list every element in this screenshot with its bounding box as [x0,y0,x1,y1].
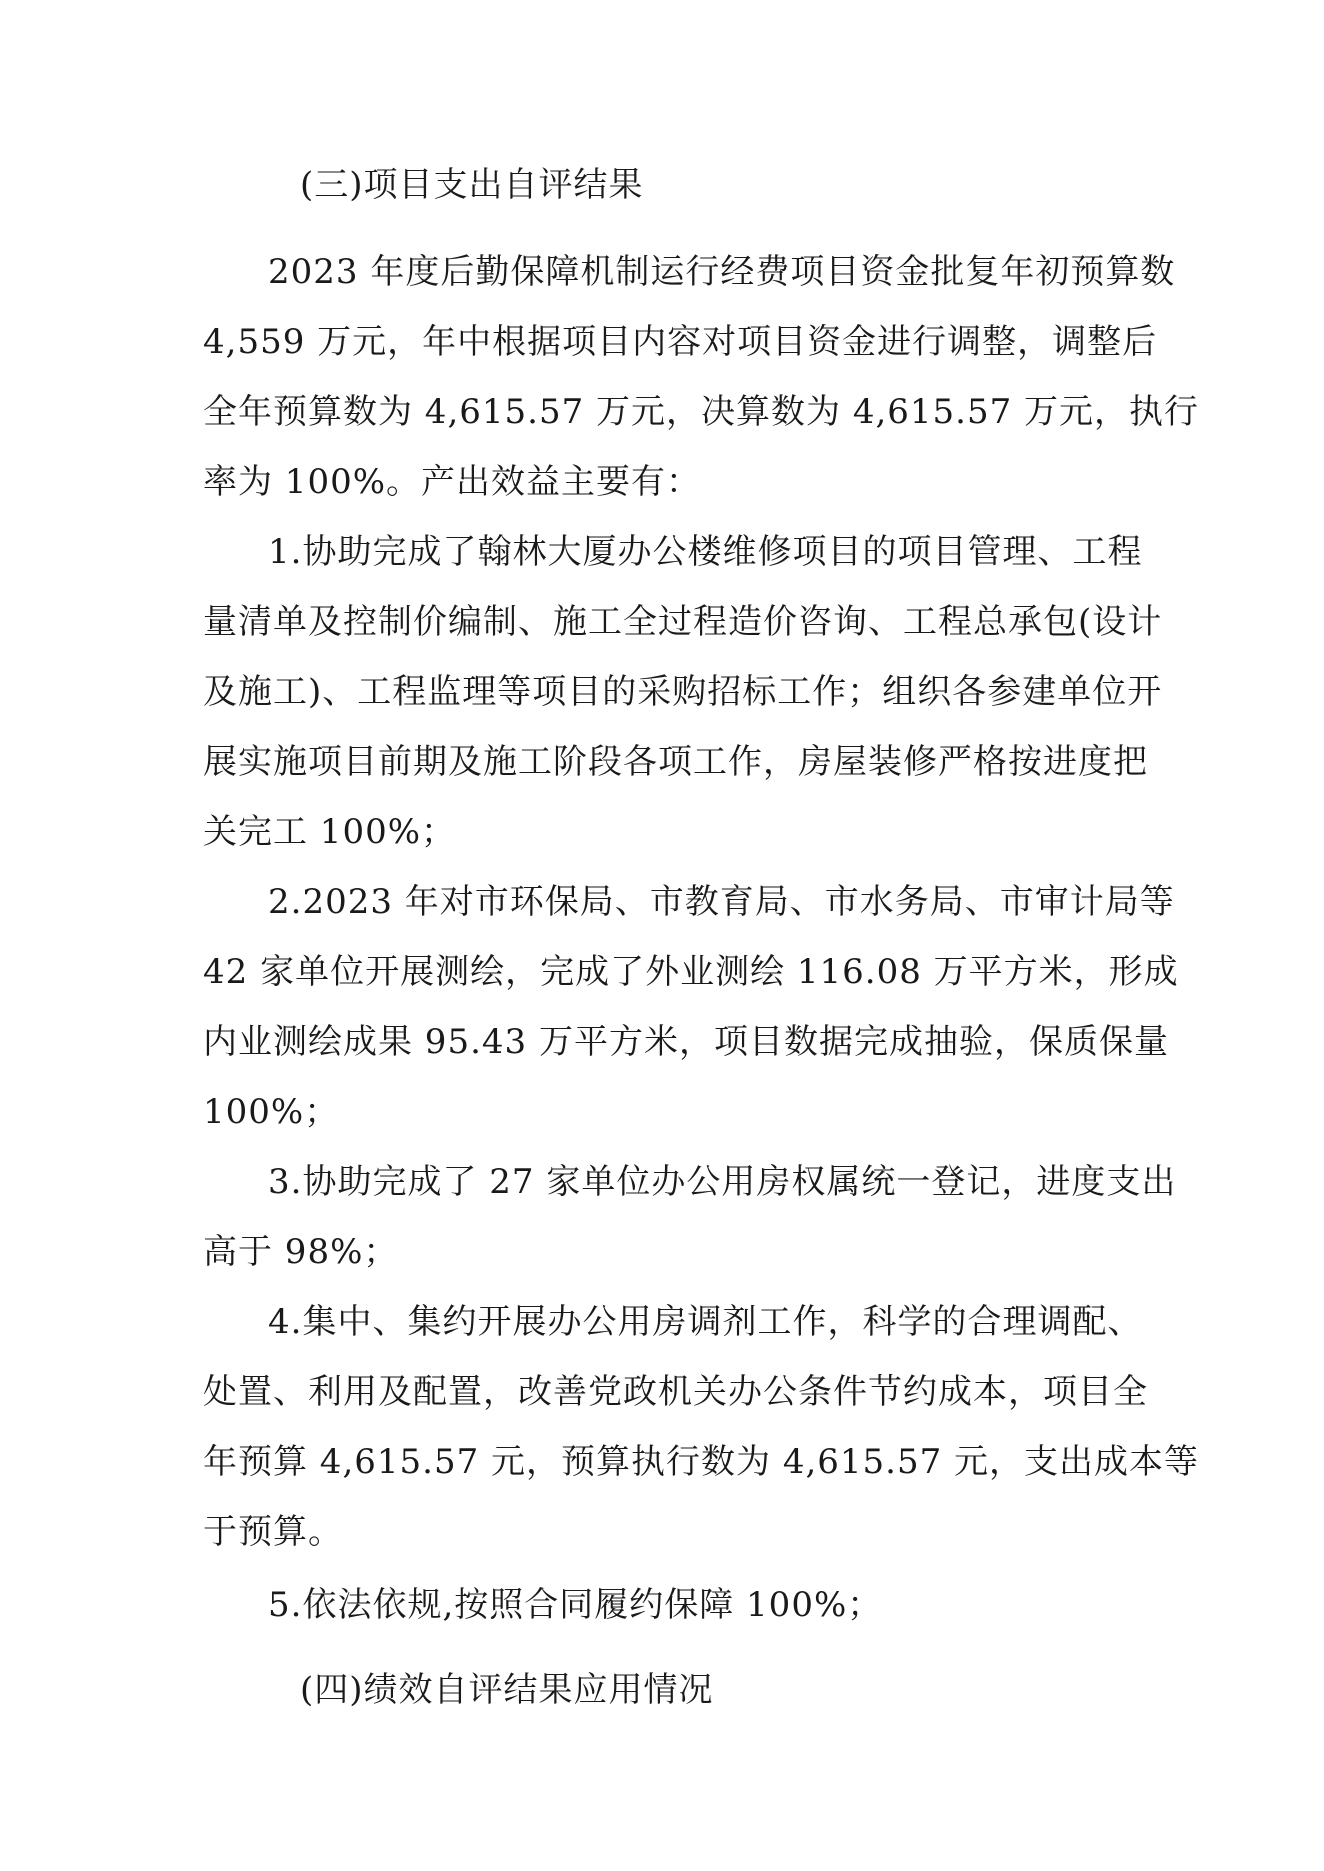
paragraph-line: 100%； [203,1092,340,1132]
paragraph-line: 3.协助完成了 27 家单位办公用房权属统一登记，进度支出 [268,1162,1177,1202]
paragraph-line: 5.依法依规,按照合同履约保障 100%； [268,1585,883,1625]
paragraph-line: 2023 年度后勤保障机制运行经费项目资金批复年初预算数 [268,252,1176,292]
paragraph-line: 展实施项目前期及施工阶段各项工作，房屋装修严格按进度把 [203,742,1148,782]
paragraph-line: 率为 100%。产出效益主要有： [203,462,702,502]
paragraph-line: 处置、利用及配置，改善党政机关办公条件节约成本，项目全 [203,1372,1148,1412]
paragraph-line: 全年预算数为 4,615.57 万元，决算数为 4,615.57 万元，执行 [203,392,1200,432]
paragraph-line: 1.协助完成了翰林大厦办公楼维修项目的项目管理、工程 [268,532,1143,572]
paragraph-line: 42 家单位开展测绘，完成了外业测绘 116.08 万平方米，形成 [203,952,1179,992]
paragraph-line: 内业测绘成果 95.43 万平方米，项目数据完成抽验，保质保量 [203,1022,1169,1062]
paragraph-line: 及施工)、工程监理等项目的采购招标工作；组织各参建单位开 [203,672,1163,712]
section-heading-3: (三)项目支出自评结果 [300,165,644,205]
paragraph-line: 于预算。 [203,1512,343,1552]
paragraph-line: 2.2023 年对市环保局、市教育局、市水务局、市审计局等 [268,882,1175,922]
paragraph-line: 年预算 4,615.57 元，预算执行数为 4,615.57 元，支出成本等 [203,1442,1200,1482]
paragraph-line: 高于 98%； [203,1232,399,1272]
paragraph-line: 量清单及控制价编制、施工全过程造价咨询、工程总承包(设计 [203,602,1163,642]
paragraph-line: 4.集中、集约开展办公用房调剂工作，科学的合理调配、 [268,1302,1143,1342]
section-heading-4: (四)绩效自评结果应用情况 [300,1670,714,1710]
paragraph-line: 关完工 100%； [203,812,457,852]
paragraph-line: 4,559 万元，年中根据项目内容对项目资金进行调整，调整后 [203,322,1158,362]
